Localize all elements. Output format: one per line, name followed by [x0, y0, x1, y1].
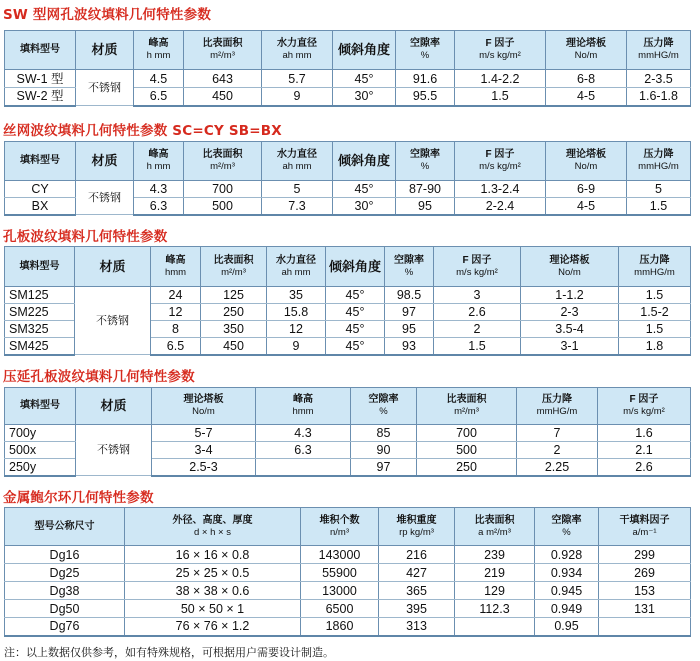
table-row — [5, 287, 691, 304]
cell: 45° — [333, 181, 396, 198]
cell: 87-90 — [396, 181, 455, 198]
cell: 1.5 — [619, 321, 691, 338]
cell-model: Dg38 — [5, 582, 125, 600]
section-title-sw: SW 型网孔波纹填料几何特性参数 — [3, 7, 212, 23]
cell: 30° — [333, 88, 396, 106]
cell: 4-5 — [546, 198, 627, 215]
cell-model: SW-2 型 — [5, 88, 76, 106]
header-f-factor: F 因子 m/s kg/m² — [598, 388, 691, 425]
cell: 313 — [379, 618, 455, 636]
cell: 3-1 — [521, 338, 619, 355]
header-f-factor: F 因子 m/s kg/m² — [455, 142, 546, 181]
cell: 45° — [333, 70, 396, 88]
cell: 97 — [351, 459, 417, 476]
cell: 395 — [379, 600, 455, 618]
cell: 9 — [267, 338, 326, 355]
cell-material: 不锈钢 — [76, 181, 134, 215]
cell: 3 — [434, 287, 521, 304]
header-f-factor: F 因子 m/s kg/m² — [434, 247, 521, 287]
header-pressure-drop: 压力降 mmHG/m — [627, 31, 691, 70]
table-header-row — [5, 142, 691, 181]
cell: 427 — [379, 564, 455, 582]
table-row — [5, 181, 691, 198]
cell-model: SM325 — [5, 321, 75, 338]
cell — [256, 459, 351, 476]
cell: 5 — [627, 181, 691, 198]
cell: 2.25 — [517, 459, 598, 476]
cell: 45° — [326, 304, 385, 321]
header-specific-area: 比表面积 m²/m³ — [417, 388, 517, 425]
cell-material: 不锈钢 — [76, 425, 152, 476]
header-inclination: 倾斜角度 — [326, 247, 385, 287]
header-pressure-drop: 压力降 mmHG/m — [517, 388, 598, 425]
cell: 2-3 — [521, 304, 619, 321]
cell: 129 — [455, 582, 535, 600]
cell: 1-1.2 — [521, 287, 619, 304]
cell-model: 700y — [5, 425, 76, 442]
header-peak-height: 峰高 h mm — [134, 142, 184, 181]
sw-table — [4, 30, 691, 107]
header-peak-height: 峰高 h mm — [134, 31, 184, 70]
cell: 76 × 76 × 1.2 — [125, 618, 301, 636]
cell: 239 — [455, 546, 535, 564]
header-specific-area: 比表面积 a m²/m³ — [455, 508, 535, 546]
header-model: 填料型号 — [5, 31, 76, 70]
header-peak-height: 峰高 hmm — [256, 388, 351, 425]
header-theoretical-plates: 理论塔板 No/m — [152, 388, 256, 425]
header-f-factor: F 因子 m/s kg/m² — [455, 31, 546, 70]
rolled-table — [4, 387, 691, 477]
cell: 55900 — [301, 564, 379, 582]
cell: 45° — [326, 338, 385, 355]
cell: 1.6-1.8 — [627, 88, 691, 106]
header-void-ratio: 空隙率 % — [396, 142, 455, 181]
cell: 97 — [385, 304, 434, 321]
table-header-row — [5, 247, 691, 287]
cell: 95.5 — [396, 88, 455, 106]
cell: 6.3 — [256, 442, 351, 459]
table-row — [5, 582, 691, 600]
header-void-ratio: 空隙率 % — [351, 388, 417, 425]
cell: 6-8 — [546, 70, 627, 88]
header-material: 材质 — [76, 388, 152, 425]
cell: 95 — [396, 198, 455, 215]
cell: 93 — [385, 338, 434, 355]
cell: 25 × 25 × 0.5 — [125, 564, 301, 582]
cell: 98.5 — [385, 287, 434, 304]
cell: 0.934 — [535, 564, 599, 582]
cell-model: CY — [5, 181, 76, 198]
cell: 269 — [599, 564, 691, 582]
orifice-table — [4, 246, 691, 356]
cell: 6.3 — [134, 198, 184, 215]
cell: 24 — [151, 287, 201, 304]
cell: 1.4-2.2 — [455, 70, 546, 88]
pall-table — [4, 507, 691, 637]
cell: 7 — [517, 425, 598, 442]
cell-model: SM425 — [5, 338, 75, 355]
cell: 13000 — [301, 582, 379, 600]
cell: 5-7 — [152, 425, 256, 442]
cell: 1.5 — [619, 287, 691, 304]
table-row — [5, 618, 691, 636]
cell — [599, 618, 691, 636]
cell: 112.3 — [455, 600, 535, 618]
cell-model: Dg25 — [5, 564, 125, 582]
cell: 7.3 — [262, 198, 333, 215]
cell: 1.5-2 — [619, 304, 691, 321]
header-void-ratio: 空隙率 % — [385, 247, 434, 287]
header-stack-weight: 堆积重度 rp kg/m³ — [379, 508, 455, 546]
table-row — [5, 546, 691, 564]
cell: 3-4 — [152, 442, 256, 459]
header-peak-height: 峰高 hmm — [151, 247, 201, 287]
cell: 450 — [201, 338, 267, 355]
cell: 250 — [417, 459, 517, 476]
header-inclination: 倾斜角度 — [333, 31, 396, 70]
cell: 1.5 — [434, 338, 521, 355]
cell: 643 — [184, 70, 262, 88]
cell: 299 — [599, 546, 691, 564]
cell — [455, 618, 535, 636]
cell: 1.5 — [455, 88, 546, 106]
header-inclination: 倾斜角度 — [333, 142, 396, 181]
table-row — [5, 564, 691, 582]
cell-model: SM125 — [5, 287, 75, 304]
cell: 3.5-4 — [521, 321, 619, 338]
header-model: 填料型号 — [5, 142, 76, 181]
cell: 700 — [184, 181, 262, 198]
cell: 500 — [417, 442, 517, 459]
section-title-rolled: 压延孔板波纹填料几何特性参数 — [3, 369, 195, 385]
section-title-orifice: 孔板波纹填料几何特性参数 — [3, 229, 168, 245]
header-hydraulic-diameter: 水力直径 ah mm — [262, 142, 333, 181]
cell: 91.6 — [396, 70, 455, 88]
cell-model: 500x — [5, 442, 76, 459]
cell: 143000 — [301, 546, 379, 564]
cell: 6-9 — [546, 181, 627, 198]
cell: 90 — [351, 442, 417, 459]
cell: 45° — [326, 321, 385, 338]
header-specific-area: 比表面积 m²/m³ — [184, 31, 262, 70]
cell: 0.928 — [535, 546, 599, 564]
header-hydraulic-diameter: 水力直径 ah mm — [262, 31, 333, 70]
header-model: 填料型号 — [5, 247, 75, 287]
footnote: 注：以上数据仅供参考，如有特殊规格，可根据用户需要设计制造。 — [4, 646, 334, 659]
cell: 4.5 — [134, 70, 184, 88]
cell: 365 — [379, 582, 455, 600]
cell: 16 × 16 × 0.8 — [125, 546, 301, 564]
cell: 2 — [517, 442, 598, 459]
table-row — [5, 425, 691, 442]
cell: 38 × 38 × 0.6 — [125, 582, 301, 600]
cell: 1.5 — [627, 198, 691, 215]
table-row — [5, 70, 691, 88]
cell: 12 — [151, 304, 201, 321]
header-dimensions: 外径、高度、厚度 d × h × s — [125, 508, 301, 546]
header-material: 材质 — [75, 247, 151, 287]
section-title-silk: 丝网波纹填料几何特性参数 SC=CY SB=BX — [3, 123, 282, 139]
section-title-pall: 金属鲍尔环几何特性参数 — [3, 490, 154, 506]
header-void-ratio: 空隙率 % — [396, 31, 455, 70]
cell: 700 — [417, 425, 517, 442]
table-header-row — [5, 388, 691, 425]
cell: 2.6 — [598, 459, 691, 476]
header-specific-area: 比表面积 m²/m³ — [201, 247, 267, 287]
cell: 250 — [201, 304, 267, 321]
header-theoretical-plates: 理论塔板 No/m — [521, 247, 619, 287]
cell: 2-3.5 — [627, 70, 691, 88]
cell: 6.5 — [134, 88, 184, 106]
cell: 6.5 — [151, 338, 201, 355]
cell-model: 250y — [5, 459, 76, 476]
cell: 9 — [262, 88, 333, 106]
table-header-row — [5, 31, 691, 70]
cell: 2.5-3 — [152, 459, 256, 476]
cell: 50 × 50 × 1 — [125, 600, 301, 618]
cell: 0.945 — [535, 582, 599, 600]
cell: 15.8 — [267, 304, 326, 321]
header-material: 材质 — [76, 142, 134, 181]
cell: 30° — [333, 198, 396, 215]
header-theoretical-plates: 理论塔板 No/m — [546, 142, 627, 181]
cell-model: Dg16 — [5, 546, 125, 564]
cell: 95 — [385, 321, 434, 338]
cell: 350 — [201, 321, 267, 338]
cell: 450 — [184, 88, 262, 106]
silk-table — [4, 141, 691, 216]
table-header-row — [5, 508, 691, 546]
cell: 0.949 — [535, 600, 599, 618]
cell: 2-2.4 — [455, 198, 546, 215]
cell: 131 — [599, 600, 691, 618]
cell: 153 — [599, 582, 691, 600]
cell-model: SM225 — [5, 304, 75, 321]
header-model: 填料型号 — [5, 388, 76, 425]
cell: 85 — [351, 425, 417, 442]
cell: 6500 — [301, 600, 379, 618]
header-void-ratio: 空隙率 % — [535, 508, 599, 546]
cell: 1.6 — [598, 425, 691, 442]
header-model: 型号公称尺寸 — [5, 508, 125, 546]
header-specific-area: 比表面积 m²/m³ — [184, 142, 262, 181]
cell-model: Dg76 — [5, 618, 125, 636]
cell: 1.8 — [619, 338, 691, 355]
cell: 125 — [201, 287, 267, 304]
cell: 4-5 — [546, 88, 627, 106]
header-material: 材质 — [76, 31, 134, 70]
cell: 4.3 — [134, 181, 184, 198]
header-dry-factor: 干填料因子 a/m⁻¹ — [599, 508, 691, 546]
header-theoretical-plates: 理论塔板 No/m — [546, 31, 627, 70]
header-hydraulic-diameter: 水力直径 ah mm — [267, 247, 326, 287]
cell: 35 — [267, 287, 326, 304]
cell: 5.7 — [262, 70, 333, 88]
table-row — [5, 600, 691, 618]
cell-material: 不锈钢 — [75, 287, 151, 355]
cell-model: SW-1 型 — [5, 70, 76, 88]
cell: 500 — [184, 198, 262, 215]
header-pressure-drop: 压力降 mmHG/m — [619, 247, 691, 287]
cell: 2.1 — [598, 442, 691, 459]
cell: 216 — [379, 546, 455, 564]
cell: 1.3-2.4 — [455, 181, 546, 198]
cell: 2 — [434, 321, 521, 338]
cell: 2.6 — [434, 304, 521, 321]
cell: 1860 — [301, 618, 379, 636]
cell: 12 — [267, 321, 326, 338]
cell-material: 不锈钢 — [76, 70, 134, 106]
cell: 4.3 — [256, 425, 351, 442]
cell-model: Dg50 — [5, 600, 125, 618]
cell: 45° — [326, 287, 385, 304]
cell-model: BX — [5, 198, 76, 215]
cell: 5 — [262, 181, 333, 198]
header-stack-count: 堆积个数 n/m³ — [301, 508, 379, 546]
cell: 8 — [151, 321, 201, 338]
cell: 0.95 — [535, 618, 599, 636]
header-pressure-drop: 压力降 mmHG/m — [627, 142, 691, 181]
cell: 219 — [455, 564, 535, 582]
